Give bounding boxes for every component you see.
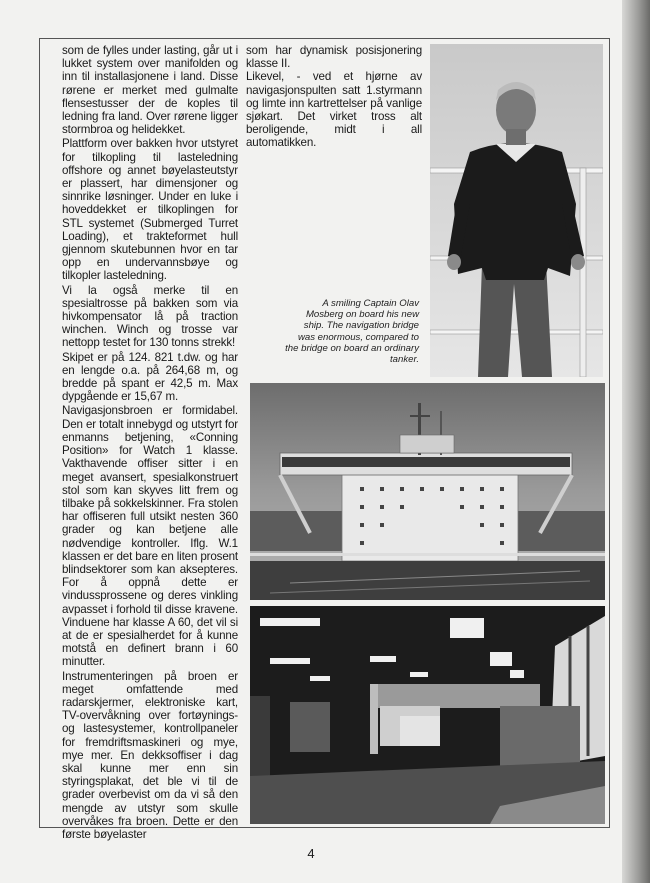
navigation-bridge-photo — [250, 606, 605, 824]
page-number: 4 — [307, 846, 315, 861]
page-edge-shadow — [622, 0, 650, 883]
paragraph: som har dynamisk posisjonering klasse II. — [246, 44, 422, 71]
paragraph: Vi la også merke til en spesialtrosse på bakken som via hivkompensator lå på traction winchen. Winch og trosse var nettopp testet for 130 tonns strekk! — [62, 283, 238, 350]
paragraph: Plattform over bakken hvor utstyret for tilkopling til lasteledning offshore og annet bøyelasteutstyr er plassert, har dimensjoner og sinnrike løsninger. Under en luke i hoveddekket er tilkoplingen for STL systemet (Submerged Turret Loading), et trakteformet hull gjennom skutebunnen hvor en tar opp en undervannsbøye og tilkopler lasteledning. — [62, 137, 238, 283]
paragraph: Skipet er på 124. 821 t.dw. og har en lengde o.a. på 264,68 m, og bredde på spant er 42,5 m. Max dypgående er 15,67 m. — [62, 350, 238, 404]
paragraph: Likevel, - ved et hjørne av navigasjonspulten satt 1.styrmann og limte inn kartrettelser på vanlige sjøkart. Det virket tross alt beroligende, midt i all automatikken. — [246, 70, 422, 150]
ship-superstructure-photo — [250, 383, 605, 600]
paragraph: Instrumenteringen på broen er meget omfattende med radarskjermer, elektroniske kart, TV-overvåkning over fortøynings- og lastesystemer, kontrollpaneler for fremdriftsmaskineri og mye, mye mer. En dekksoffiser i dag skal kunne mer enn sin styringsplakat, det ble vi til de grader overbevist om da vi så den mengde av utstyr som skulle overvåkes fra broen. Dette er den første bøyelaster — [62, 669, 238, 841]
middle-text-column — [246, 44, 422, 150]
photo-caption: A smiling Captain Olav Mosberg on board his new ship. The navigation bridge was enormous, compared to the bridge on board an ordinary tanker. — [285, 298, 419, 366]
paragraph: som de fylles under lasting, går ut i lukket system over manifolden og inn til installasjonene i land. Disse rørene er merket med gulmalte flensestusser der de koples til ledning fra land. Over rørene ligger stormbroa og helidekket. — [62, 44, 238, 137]
left-text-column — [62, 44, 238, 842]
paragraph: Navigasjonsbroen er formidabel. Den er totalt innebygd og utstyrt for enmanns betjening, «Conning Position» for Watch 1 klasse. Vakthavende offiser sitter i en meget avansert, spesialkonstruert stol som kan skyves litt frem og tilbake på sokkelskinner. Fra stolen har offiseren full utsikt nesten 360 grader og kan betjene alle nødvendige kontroller. Iflg. W.1 klassen er det bare en liten prosent blindsektorer som kan aksepteres. For å oppnå dette er vindussprossene og deres vinkling avpasset i forhold til disse kravene. Vinduene har klasse A 60, det vil si at de er spesialherdet for å kunne motstå en definert brann i 60 minutter. — [62, 404, 238, 669]
captain-photo — [430, 44, 603, 377]
